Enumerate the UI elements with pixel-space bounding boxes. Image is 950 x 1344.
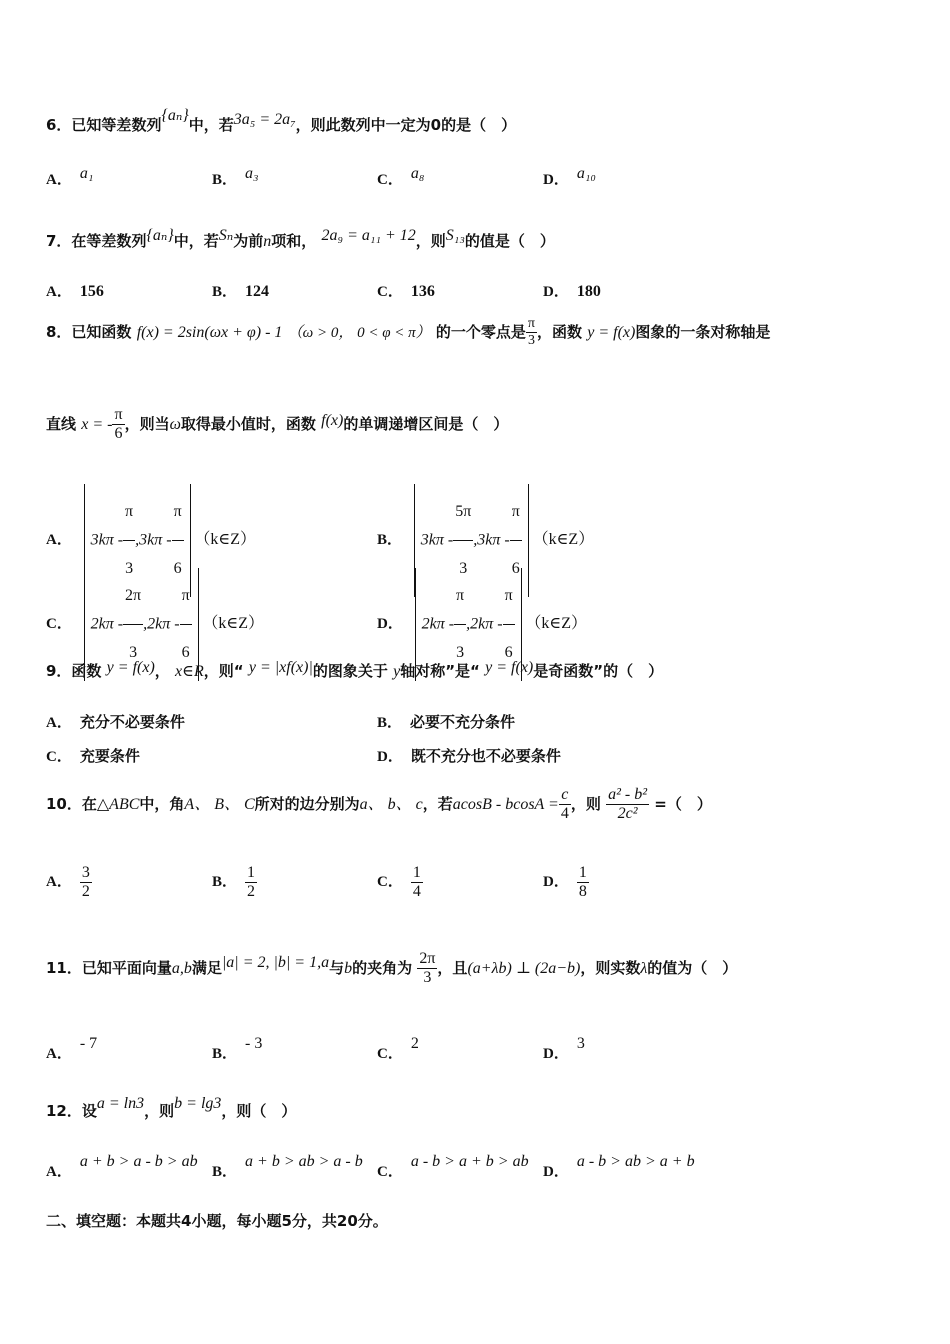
frac-den: 3 bbox=[125, 560, 134, 577]
q12-text: ，则（ ） bbox=[221, 1102, 297, 1120]
frac-num: a² - b² bbox=[608, 786, 648, 803]
q7-text: 的值是（ ） bbox=[464, 232, 555, 250]
q10-text: 中，角 bbox=[139, 795, 185, 813]
q6-text: 中，若 bbox=[188, 116, 234, 134]
frac bbox=[80, 864, 92, 901]
interval-a: 2kπ - bbox=[90, 615, 124, 633]
frac-num: c bbox=[559, 786, 571, 805]
q12-option-b[interactable] bbox=[212, 1153, 363, 1181]
q9-abs-expression: y = |xf(x)| bbox=[248, 659, 313, 676]
q7-n: n bbox=[263, 233, 272, 250]
option-label: A． bbox=[46, 172, 72, 188]
q7-option-b[interactable] bbox=[212, 280, 269, 301]
q8-text: 图象的一条对称轴是 bbox=[635, 323, 771, 341]
section-2-heading: 二、填空题：本题共4小题，每小题5分，共20分。 bbox=[46, 1212, 388, 1230]
option-value: - 7 bbox=[79, 1035, 98, 1052]
q7-option-c[interactable] bbox=[377, 280, 435, 301]
q6-option-b[interactable] bbox=[212, 165, 259, 189]
option-label: C． bbox=[377, 1164, 403, 1180]
option-label: A． bbox=[46, 284, 72, 300]
option-label: A． bbox=[46, 873, 72, 890]
q8-axis-lhs: x = - bbox=[81, 416, 113, 433]
q10-text: =（ ） bbox=[654, 795, 712, 813]
q8-text: 取得最小值时，函数 bbox=[180, 415, 316, 433]
option-value: a - b > a + b > ab bbox=[410, 1153, 529, 1170]
frac-num: π bbox=[503, 568, 515, 625]
frac-den: 3 bbox=[459, 560, 468, 577]
q12-text: 12．设 bbox=[46, 1102, 97, 1120]
q11-moduli: |a| = 2, |b| = 1,a bbox=[221, 954, 330, 971]
interval-a: 3kπ - bbox=[420, 531, 454, 549]
q6-text: ，则此数列中一定为0的是（ ） bbox=[295, 116, 517, 134]
q8-condition: （ω > 0， 0 < φ < π） bbox=[287, 325, 431, 341]
frac-num: π bbox=[123, 484, 135, 541]
option-value: a₃ bbox=[245, 165, 259, 182]
option-value: 136 bbox=[410, 283, 435, 300]
frac-den: 3 bbox=[527, 333, 535, 348]
q7-text: 项和， bbox=[271, 232, 317, 250]
question-7-stem bbox=[46, 227, 555, 251]
q11-option-a[interactable] bbox=[46, 1035, 98, 1063]
interval-a: 2kπ - bbox=[421, 615, 455, 633]
option-label: B． bbox=[212, 1046, 238, 1062]
option-value: 充分不必要条件 bbox=[79, 713, 185, 731]
option-value: 2 bbox=[410, 1035, 419, 1052]
q11-lambda: λ bbox=[640, 960, 648, 977]
option-value: 充要条件 bbox=[79, 747, 140, 765]
frac-den: 6 bbox=[511, 560, 520, 577]
frac-num: 2π bbox=[419, 950, 436, 967]
option-label: C． bbox=[46, 615, 72, 632]
q11-option-b[interactable] bbox=[212, 1035, 263, 1063]
q11-text: 与 bbox=[329, 959, 345, 977]
option-label: B． bbox=[212, 1164, 238, 1180]
option-label: B． bbox=[377, 531, 403, 548]
frac-num: 2π bbox=[123, 568, 143, 625]
option-value: 必要不充分条件 bbox=[410, 713, 516, 731]
q7-condition: 2a₉ = a₁₁ + 12 bbox=[321, 227, 416, 244]
option-label: D． bbox=[377, 749, 403, 765]
q10-text: 所对的边分别为 bbox=[254, 795, 360, 813]
option-label: B． bbox=[212, 172, 238, 188]
q11-vectors: a,b bbox=[171, 960, 192, 977]
q9-option-d[interactable] bbox=[377, 745, 561, 766]
option-value: 124 bbox=[245, 283, 270, 300]
q12-option-c[interactable] bbox=[377, 1153, 529, 1181]
q10-text: ，则 bbox=[570, 795, 601, 813]
q8-text: 的单调递增区间是（ ） bbox=[343, 415, 509, 433]
q7-option-a[interactable] bbox=[46, 280, 104, 301]
q6-condition: 3a₅ = 2a₇ bbox=[233, 111, 296, 128]
q7-text: 中，若 bbox=[173, 232, 219, 250]
q8-axis-fraction bbox=[112, 406, 124, 443]
frac-den: 2c² bbox=[617, 805, 638, 822]
option-label: D． bbox=[377, 615, 403, 632]
q11-text: 的值为（ ） bbox=[647, 959, 738, 977]
q8-yfx: y = f(x) bbox=[587, 324, 636, 341]
frac bbox=[245, 864, 257, 901]
option-value: 3 bbox=[576, 1035, 585, 1052]
frac-num: π bbox=[527, 316, 535, 331]
option-value: a + b > ab > a - b bbox=[245, 1153, 363, 1170]
question-8-stem-line2 bbox=[46, 406, 508, 443]
q9-text: 9．函数 bbox=[46, 662, 102, 680]
k-in-z: （k∈Z） bbox=[525, 614, 588, 632]
q6-sequence: {aₙ} bbox=[161, 107, 189, 124]
interval-b: ,3kπ - bbox=[135, 531, 172, 549]
q9-y: y bbox=[393, 663, 401, 680]
q8-text: 8．已知函数 bbox=[46, 323, 132, 341]
option-value: a₈ bbox=[410, 165, 425, 182]
interval-b: ,2kπ - bbox=[143, 615, 180, 633]
q11-angle-fraction bbox=[417, 950, 437, 987]
frac-den: 6 bbox=[181, 644, 190, 661]
q8-text: 直线 bbox=[46, 415, 77, 433]
option-label: B． bbox=[212, 284, 238, 300]
q10-option-b[interactable] bbox=[212, 864, 257, 901]
q9-text: ，则“ bbox=[203, 662, 244, 680]
frac-den: 3 bbox=[423, 969, 432, 986]
q8-function: f(x) = 2sin(ωx + φ) - 1 bbox=[136, 324, 283, 341]
q11-text: ，则实数 bbox=[580, 959, 641, 977]
option-label: C． bbox=[46, 749, 72, 765]
option-value: a₁ bbox=[79, 165, 94, 182]
q7-option-d[interactable] bbox=[543, 280, 601, 301]
frac-den: 8 bbox=[578, 883, 587, 900]
q8-omega: ω bbox=[169, 416, 181, 433]
frac-num: π bbox=[114, 406, 123, 423]
option-value: a₁₀ bbox=[576, 165, 596, 182]
q9-option-a[interactable] bbox=[46, 711, 185, 732]
frac-den: 6 bbox=[504, 644, 513, 661]
frac-den: 4 bbox=[412, 883, 421, 900]
question-8-stem-line1 bbox=[46, 316, 770, 349]
q10-text: ，若 bbox=[422, 795, 453, 813]
q11-option-d[interactable] bbox=[543, 1035, 585, 1063]
q8-text: ，则当 bbox=[124, 415, 170, 433]
q12-a-def: a = ln3 bbox=[96, 1095, 145, 1112]
k-in-z: （k∈Z） bbox=[202, 614, 265, 632]
frac-num: 1 bbox=[578, 864, 587, 881]
q12-option-d[interactable] bbox=[543, 1153, 695, 1181]
q9-text: 的图象关于 bbox=[312, 662, 388, 680]
q8-zero-fraction bbox=[526, 316, 537, 349]
option-value: - 3 bbox=[245, 1035, 263, 1052]
option-label: D． bbox=[543, 873, 569, 890]
q9-text: 轴对称”是“ bbox=[400, 662, 480, 680]
q9-yfx2: y = f(x) bbox=[485, 659, 534, 676]
option-label: A． bbox=[46, 1164, 72, 1180]
question-9-stem bbox=[46, 660, 663, 681]
q10-option-c[interactable] bbox=[377, 864, 423, 901]
q9-text: 是奇函数”的（ ） bbox=[533, 662, 664, 680]
option-label: D． bbox=[543, 284, 569, 300]
q12-option-a[interactable] bbox=[46, 1153, 198, 1181]
k-in-z: （k∈Z） bbox=[532, 530, 595, 548]
option-label: B． bbox=[377, 715, 403, 731]
q9-option-c[interactable] bbox=[46, 745, 140, 766]
frac-num: 3 bbox=[81, 864, 90, 881]
frac-num: 5π bbox=[453, 484, 473, 541]
q8-text: ，函数 bbox=[536, 323, 582, 341]
option-label: A． bbox=[46, 531, 72, 548]
q7-sequence: {aₙ} bbox=[146, 227, 174, 244]
frac-num: π bbox=[180, 568, 192, 625]
q10-ask-fraction bbox=[606, 786, 649, 823]
option-value: 180 bbox=[576, 283, 601, 300]
option-label: C． bbox=[377, 1046, 403, 1062]
frac-den: 6 bbox=[173, 560, 182, 577]
frac-den: 6 bbox=[114, 425, 123, 442]
q11-b: b bbox=[344, 960, 353, 977]
option-label: C． bbox=[377, 284, 403, 300]
q10-condition: acosB - bcosA = bbox=[452, 796, 559, 813]
interval-b: ,2kπ - bbox=[466, 615, 503, 633]
q6-option-a[interactable] bbox=[46, 165, 94, 189]
q10-sides: a、 b、 c bbox=[359, 796, 423, 813]
frac-den: 2 bbox=[81, 883, 90, 900]
frac bbox=[577, 864, 589, 901]
frac-den: 4 bbox=[560, 805, 569, 822]
option-label: D． bbox=[543, 1046, 569, 1062]
q8-fx: f(x) bbox=[321, 412, 344, 429]
frac-den: 2 bbox=[247, 883, 256, 900]
option-label: A． bbox=[46, 715, 72, 731]
frac-num: 1 bbox=[247, 864, 256, 881]
k-in-z: （k∈Z） bbox=[194, 530, 257, 548]
question-12-stem bbox=[46, 1095, 297, 1121]
frac-num: 1 bbox=[412, 864, 421, 881]
q10-angles: A、 B、 C bbox=[184, 796, 255, 813]
q11-perpendicular: (a+λb) ⊥ (2a−b) bbox=[467, 960, 581, 977]
option-label: C． bbox=[377, 873, 403, 890]
option-value: a - b > ab > a + b bbox=[576, 1153, 695, 1170]
frac-den: 3 bbox=[456, 644, 465, 661]
interval-a: 3kπ - bbox=[90, 531, 124, 549]
q12-b-def: b = lg3 bbox=[174, 1095, 222, 1112]
option-label: B． bbox=[212, 873, 238, 890]
frac-num: π bbox=[454, 568, 466, 625]
q9-option-b[interactable] bbox=[377, 711, 515, 732]
frac-num: π bbox=[172, 484, 184, 541]
q12-text: ，则 bbox=[144, 1102, 175, 1120]
frac-den: 3 bbox=[129, 644, 138, 661]
option-label: D． bbox=[543, 1164, 569, 1180]
frac-num: π bbox=[510, 484, 522, 541]
interval-b: ,3kπ - bbox=[473, 531, 510, 549]
q7-text: 为前 bbox=[233, 232, 264, 250]
q6-option-d[interactable] bbox=[543, 165, 596, 189]
q11-text: 11．已知平面向量 bbox=[46, 959, 172, 977]
q10-text: 10．在 bbox=[46, 795, 97, 813]
question-11-stem bbox=[46, 950, 737, 987]
option-value: 既不充分也不必要条件 bbox=[410, 747, 561, 765]
q10-triangle: △ABC bbox=[96, 796, 140, 813]
q11-text: 满足 bbox=[191, 959, 222, 977]
q11-option-c[interactable] bbox=[377, 1035, 419, 1063]
q9-yfx: y = f(x) bbox=[106, 659, 155, 676]
question-6-stem bbox=[46, 107, 517, 135]
q6-text: 6．已知等差数列 bbox=[46, 116, 162, 134]
option-value: 156 bbox=[79, 283, 104, 300]
q7-s13: S₁₃ bbox=[445, 227, 465, 244]
q7-text: ，则 bbox=[415, 232, 446, 250]
option-label: A． bbox=[46, 1046, 72, 1062]
q10-cond-fraction bbox=[559, 786, 571, 823]
q7-text: 7．在等差数列 bbox=[46, 232, 147, 250]
q9-text: ， bbox=[154, 662, 170, 680]
q7-sn: Sₙ bbox=[218, 227, 234, 244]
option-value: a + b > a - b > ab bbox=[79, 1153, 198, 1170]
q6-option-c[interactable] bbox=[377, 165, 425, 189]
q10-option-d[interactable] bbox=[543, 864, 589, 901]
q8-text: 的一个零点是 bbox=[435, 323, 526, 341]
frac bbox=[411, 864, 423, 901]
q10-option-a[interactable] bbox=[46, 864, 92, 901]
q11-text: ，且 bbox=[437, 959, 468, 977]
option-label: D． bbox=[543, 172, 569, 188]
question-10-stem bbox=[46, 786, 712, 823]
q9-xr: x∈R bbox=[175, 663, 204, 680]
option-label: C． bbox=[377, 172, 403, 188]
q11-text: 的夹角为 bbox=[352, 959, 413, 977]
